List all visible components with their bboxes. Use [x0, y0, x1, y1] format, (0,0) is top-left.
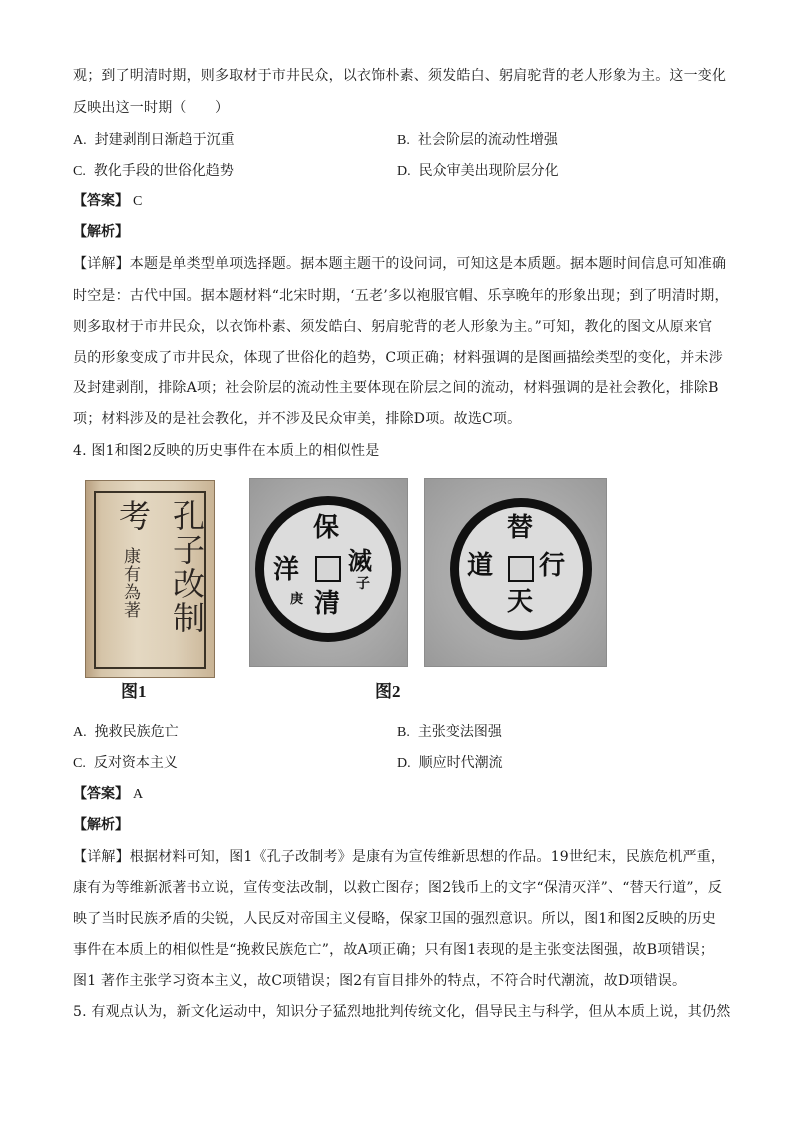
- coin-char-top: 替: [507, 513, 534, 543]
- option-key: D.: [397, 756, 411, 771]
- coin-char-left: 洋: [273, 555, 300, 585]
- q4-detail-line-1: 【详解】根据材料可知，图1《孔子改制考》是康有为宣传维新思想的作品。19世纪末，民族危机严重，: [73, 849, 726, 865]
- q3-option-b[interactable]: [397, 130, 558, 151]
- coin-titian-xingdao: [450, 498, 592, 640]
- q3-option-c[interactable]: [73, 161, 234, 182]
- q4-answer: [73, 784, 143, 805]
- option-text: 挽救民族危亡: [94, 724, 179, 740]
- option-text: 反对资本主义: [93, 755, 178, 771]
- option-text: 封建剥削日渐趋于沉重: [94, 132, 235, 148]
- figure-2-coin-1-panel: [249, 478, 408, 667]
- q4-option-c[interactable]: [73, 753, 178, 774]
- option-key: B.: [397, 133, 410, 148]
- q3-option-d[interactable]: [397, 161, 559, 182]
- q5-stem: 5. 有观点认为，新文化运动中，知识分子猛烈地批判传统文化，倡导民主与科学，但从本质上说，其仍然: [73, 1004, 731, 1020]
- option-key: A.: [73, 133, 87, 148]
- q3-answer: [73, 191, 142, 212]
- figure-2-caption: 图2: [375, 682, 401, 701]
- q4-option-b[interactable]: [397, 722, 502, 743]
- q4-detail-line-3: 映了当时民族矛盾的尖锐，人民反对帝国主义侵略，保家卫国的强烈意识。所以，图1和图2反映的历史: [73, 911, 717, 927]
- option-text: 民众审美出现阶层分化: [418, 163, 559, 179]
- q4-detail-line-5: 图1 著作主张学习资本主义，故C项错误；图2有盲目排外的特点，不符合时代潮流，故D项错误。: [73, 973, 687, 989]
- option-key: A.: [73, 725, 87, 740]
- option-text: 教化手段的世俗化趋势: [93, 163, 234, 179]
- figure-1-caption: 图1: [121, 682, 147, 701]
- q3-detail-line-2: 时空是：古代中国。据本题材料“北宋时期，‘五老’多以袍服官帽、乐享晚年的形象出现；到了明清时期，: [73, 288, 729, 304]
- coin-char-top: 保: [313, 513, 340, 543]
- option-key: B.: [397, 725, 410, 740]
- option-key: C.: [73, 756, 86, 771]
- q3-detail-line-1: 【详解】本题是单类型单项选择题。据本题主题干的设问词，可知这是本质题。据本题时间信息可知准确: [73, 256, 727, 272]
- coin-char-right-small: 子: [356, 576, 370, 592]
- answer-label: 【答案】: [73, 193, 129, 209]
- coin-square-hole: [315, 556, 341, 582]
- option-text: 主张变法图强: [417, 724, 502, 740]
- book-author: 康有為著: [120, 547, 140, 619]
- q4-detail-line-2: 康有为等维新派著书立说，宣传变法改制，以救亡图存；图2钱币上的文字“保清灭洋”、“替天行道”，反: [73, 880, 723, 896]
- answer-value: A: [133, 787, 144, 802]
- q4-option-a[interactable]: [73, 722, 179, 743]
- coin-square-hole: [508, 556, 534, 582]
- coin-char-bottom: 清: [314, 589, 341, 619]
- q4-detail-line-4: 事件在本质上的相似性是“挽救民族危亡”，故A项正确；只有图1表现的是主张变法图强，故B项错误；: [73, 942, 715, 958]
- q3-option-a[interactable]: [73, 130, 235, 151]
- q4-analysis-label: 【解析】: [73, 817, 129, 833]
- q3-detail-line-3: 则多取材于市井民众，以衣饰朴素、须发皓白、躬肩驼背的老人形象为主。”可知，教化的图文从原来官: [73, 319, 713, 335]
- coin-char-bottom-small: 庚: [290, 592, 304, 607]
- q3-detail-line-4: 员的形象变成了市井民众，体现了世俗化的趋势，C项正确；材料强调的是图画描绘类型的变化，并未涉: [73, 350, 723, 366]
- coin-char-bottom: 天: [507, 587, 534, 617]
- q3-analysis-label: 【解析】: [73, 224, 129, 240]
- q3-detail-line-5: 及封建剥削，排除A项；社会阶层的流动性主要体现在阶层之间的流动，材料强调的是社会教化，排除B: [73, 380, 719, 396]
- answer-value: C: [133, 194, 143, 209]
- coin-char-right: 行: [539, 551, 566, 581]
- q4-option-d[interactable]: [397, 753, 503, 774]
- option-key: D.: [397, 164, 411, 179]
- answer-label: 【答案】: [73, 786, 129, 802]
- book-title-tail: 考: [114, 499, 152, 531]
- q4-stem: 4. 图1和图2反映的历史事件在本质上的相似性是: [73, 443, 380, 459]
- figure-2-coin-2-panel: [424, 478, 607, 667]
- coin-char-right: 滅: [348, 546, 372, 575]
- option-key: C.: [73, 164, 86, 179]
- option-text: 顺应时代潮流: [418, 755, 503, 771]
- coin-baoqing-mieyang: [255, 496, 401, 642]
- q3-stem-line-2: 反映出这一时期（ ）: [73, 100, 230, 116]
- q3-detail-line-6: 项；材料涉及的是社会教化，并不涉及民众审美，排除D项。故选C项。: [73, 411, 522, 427]
- option-text: 社会阶层的流动性增强: [417, 132, 558, 148]
- coin-char-left: 道: [467, 551, 494, 581]
- figure-1-book-cover: [85, 480, 215, 678]
- q3-stem-line-1: 观；到了明清时期，则多取材于市井民众，以衣饰朴素、须发皓白、躬肩驼背的老人形象为主。这一变化: [73, 68, 727, 84]
- book-title: 孔子改制: [168, 499, 206, 635]
